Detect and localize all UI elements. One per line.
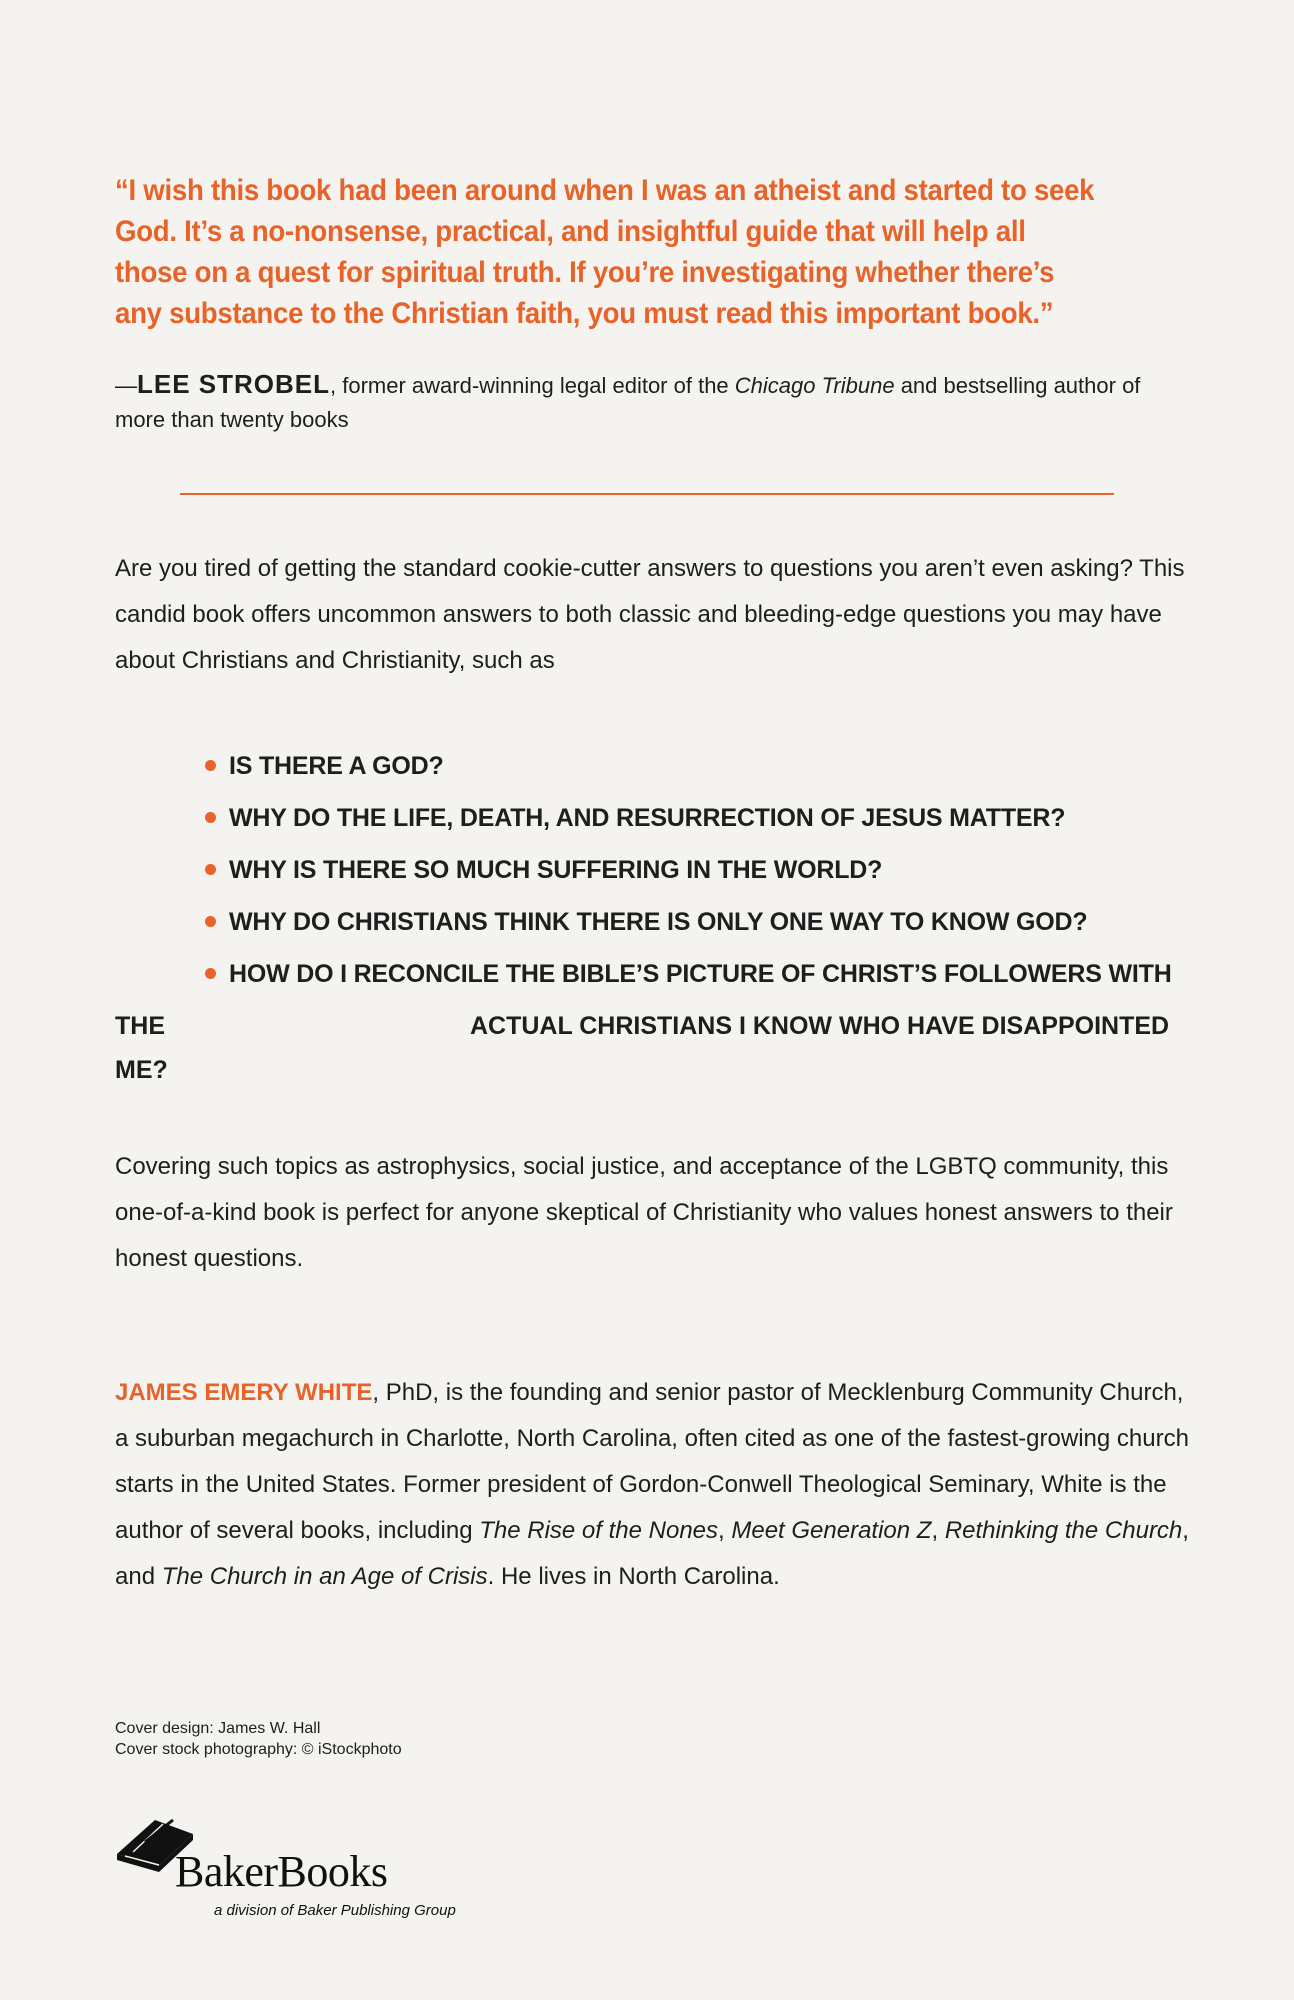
list-item xyxy=(205,948,1205,1000)
section-divider xyxy=(180,493,1114,495)
bio-separator: , xyxy=(718,1517,732,1544)
list-item xyxy=(205,844,1205,896)
list-item xyxy=(205,896,1205,948)
intro-paragraph: Are you tired of getting the standard cookie-cutter answers to questions you aren’t even asking? This candid book offers uncommon answers to both classic and bleeding-edge questions you may have about Christians and Christianity, such as xyxy=(115,555,1185,674)
cover-design-credit: Cover design: James W. Hall xyxy=(115,1720,321,1737)
bio-separator: , xyxy=(931,1517,945,1544)
question-continuation-1: THE xyxy=(115,1012,165,1040)
bio-text-2: . He lives in North Carolina. xyxy=(487,1563,780,1590)
publisher-logo xyxy=(115,1810,535,1930)
question-text: IS THERE A GOD? xyxy=(229,752,444,780)
attribution-publication: Chicago Tribune xyxy=(734,373,895,398)
author-name: JAMES EMERY WHITE xyxy=(115,1379,373,1406)
list-item xyxy=(205,740,1205,792)
bullet-icon xyxy=(205,968,216,979)
bio-separator: , and xyxy=(115,1517,1189,1590)
question-text: WHY DO CHRISTIANS THINK THERE IS ONLY ONE WAY TO KNOW GOD? xyxy=(229,908,1088,936)
attribution-text-1: , former award-winning legal editor of the xyxy=(330,373,735,398)
book-title-1: The Rise of the Nones xyxy=(479,1517,719,1544)
cover-credits xyxy=(115,1718,402,1760)
book-title-4: The Church in an Age of Crisis xyxy=(161,1563,488,1590)
attribution-text-2: and bestselling author of more than twenty books xyxy=(115,373,1141,432)
book-title-2: Meet Generation Z xyxy=(731,1517,932,1544)
question-text: WHY DO THE LIFE, DEATH, AND RESURRECTION OF JESUS MATTER? xyxy=(229,804,1066,832)
bullet-icon xyxy=(205,916,216,927)
question-continuation-3: ME? xyxy=(115,1056,168,1084)
bullet-icon xyxy=(205,864,216,875)
bullet-icon xyxy=(205,812,216,823)
publisher-subtitle: a division of Baker Publishing Group xyxy=(214,1902,456,1919)
question-list xyxy=(205,740,1205,1000)
covering-paragraph: Covering such topics as astrophysics, social justice, and acceptance of the LGBTQ community, this one-of-a-kind book is perfect for anyone skeptical of Christianity who values honest answers to their honest questions. xyxy=(115,1153,1173,1272)
book-title-3: Rethinking the Church xyxy=(944,1517,1183,1544)
question-continuation-2: ACTUAL CHRISTIANS I KNOW WHO HAVE DISAPPOINTED xyxy=(470,1012,1170,1040)
cover-photo-credit: Cover stock photography: © iStockphoto xyxy=(115,1741,402,1758)
publisher-name: BakerBooks xyxy=(175,1847,388,1896)
bullet-icon xyxy=(205,760,216,771)
list-item xyxy=(205,792,1205,844)
attribution-dash: — xyxy=(115,373,137,398)
endorsement-attribution xyxy=(115,367,1190,437)
endorser-name: LEE STROBEL xyxy=(137,369,331,399)
bio-text-1: , PhD, is the founding and senior pastor of Mecklenburg Community Church, a suburban megachurch in Charlotte, North Carolina, often cited as one of the fastest-growing church starts in the United States. Former president of Gordon-Conwell Theological Seminary, White is the author of several books, including xyxy=(115,1379,1189,1544)
author-bio xyxy=(115,1370,1190,1600)
endorsement-quote: “I wish this book had been around when I was an atheist and started to seek God. It’s a no-nonsense, practical, and insightful guide that will help all those on a quest for spiritual truth. If you’re investigating whether there’s any substance to the Christian faith, you must read this important book.” xyxy=(115,174,1095,330)
question-text: HOW DO I RECONCILE THE BIBLE’S PICTURE OF CHRIST’S FOLLOWERS WITH xyxy=(229,960,1172,988)
question-text: WHY IS THERE SO MUCH SUFFERING IN THE WORLD? xyxy=(229,856,883,884)
